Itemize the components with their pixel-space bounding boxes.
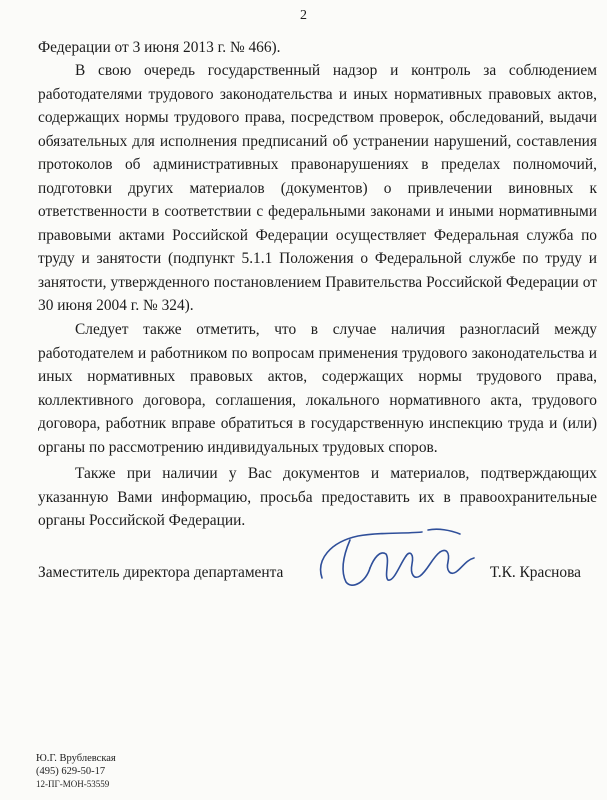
executor-phone: (495) 629-50-17 [36, 766, 106, 777]
executor-name: Ю.Г. Врублевская [36, 753, 116, 764]
handwritten-signature [310, 520, 500, 600]
signer-name: Т.К. Краснова [489, 564, 581, 581]
page-number: 2 [300, 8, 307, 23]
continuation-line: Федерации от 3 июня 2013 г. № 466). [38, 39, 281, 56]
paragraph-disputes: Следует также отметить, что в случае наличия разногласий между работодателем и работником по вопросам применения трудового законодательства и иных нормативных правовых актов, содержащих нормы трудового права, коллективного договора, соглашения, локального нормативного акта, трудового договора, работник вправе обратиться в государственную инспекцию труда и (или) органы по рассмотрению индивидуальных трудовых споров. [38, 321, 597, 456]
signer-title: Заместитель директора департамента [38, 564, 284, 581]
executor-footer [36, 752, 116, 791]
paragraph-state-supervision: В свою очередь государственный надзор и контроль за соблюдением работодателями трудового законодательства и иных нормативных правовых актов, содержащих нормы трудового права, посредством проверок, обследований, выдачи обязательных для исполнения предписаний об устранении нарушений, составления протоколов об административных правонарушениях в пределах полномочий, подготовки других материалов (документов) о привлечении виновных к ответственности в соответствии с федеральными законами и иными нормативными правовыми актами Российской Федерации осуществляет Федеральная служба по труду и занятости (подпункт 5.1.1 Положения о Федеральной службе по труду и занятости, утвержденного постановлением Правительства Российской Федерации от 30 июня 2004 г. № 324). [38, 62, 597, 314]
paragraph-documents-request: Также при наличии у Вас документов и материалов, подтверждающих указанную Вами информацию, просьба предоставить их в правоохранительные органы Российской Федерации. [38, 465, 597, 529]
document-reference: 12-ПГ-МОН-53559 [36, 779, 110, 789]
